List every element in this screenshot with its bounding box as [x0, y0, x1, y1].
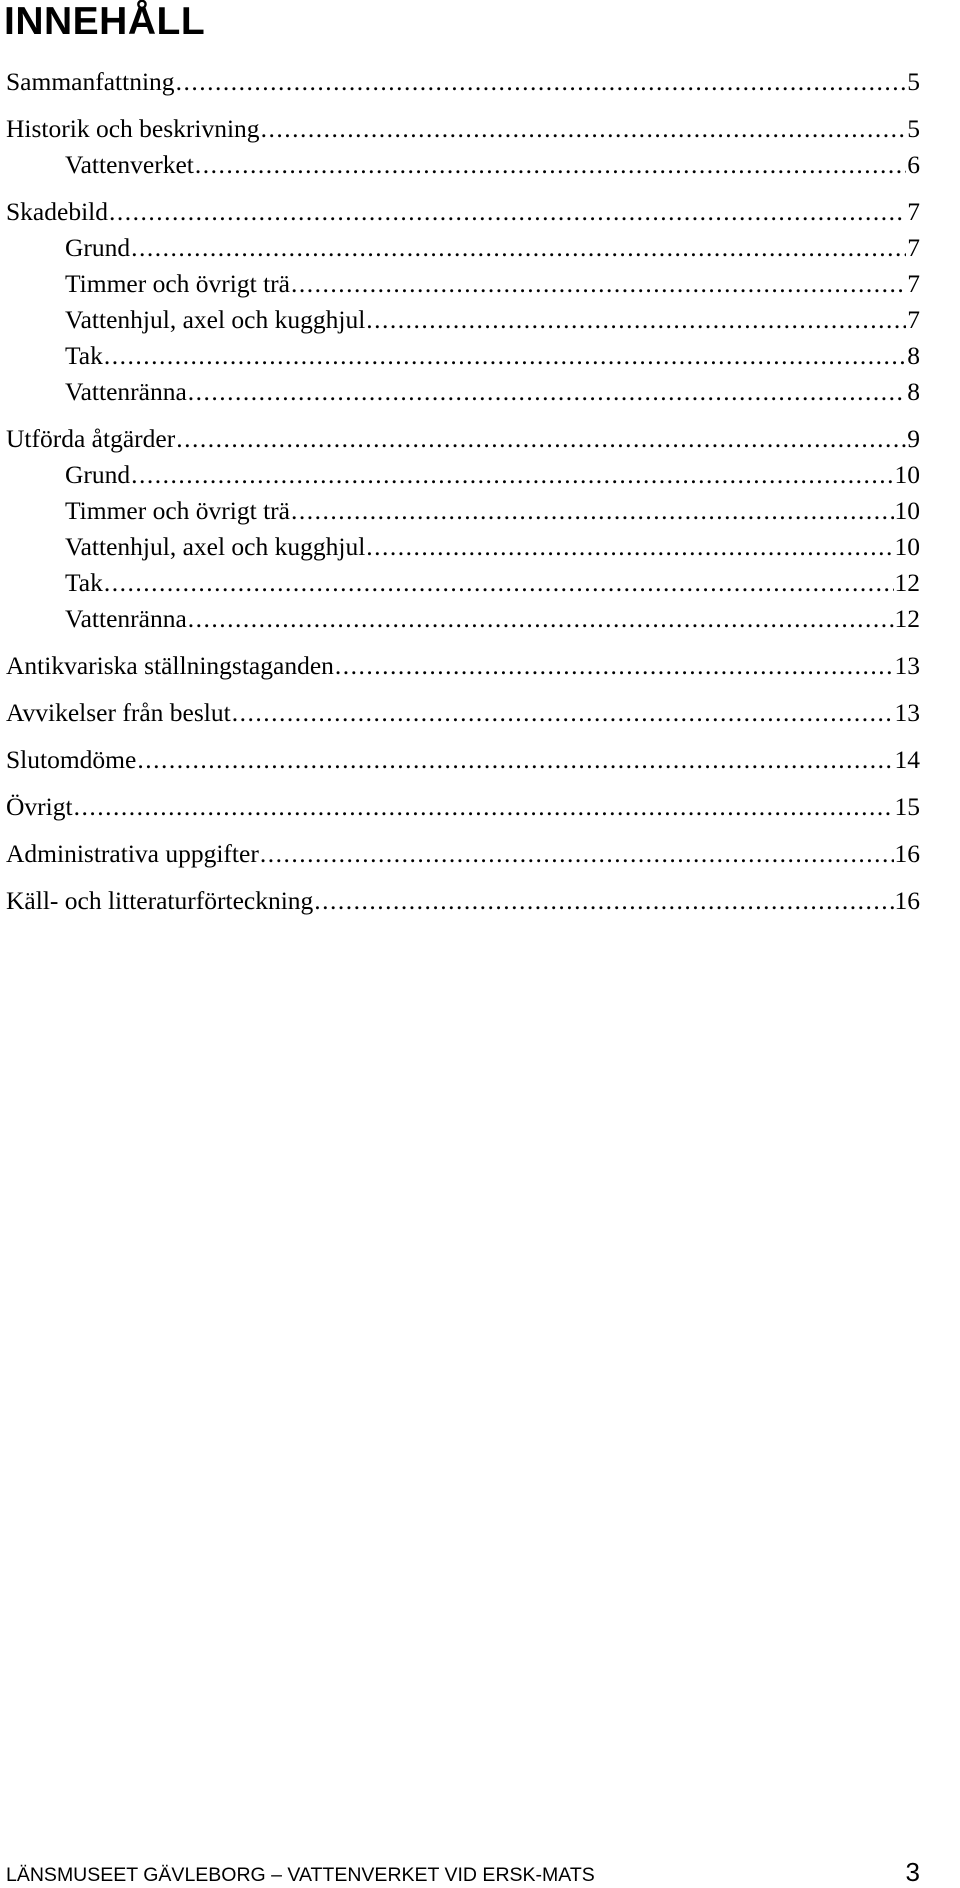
toc-subentry[interactable] — [6, 374, 920, 410]
dot-leader — [232, 695, 894, 731]
toc-entry-title: Slutomdöme — [6, 745, 137, 774]
toc-entry[interactable] — [6, 695, 920, 731]
toc-entry-page: 16 — [894, 839, 920, 868]
dot-leader — [261, 111, 907, 147]
toc-entry[interactable] — [6, 111, 920, 147]
toc-entry-page: 16 — [894, 886, 920, 915]
toc-entry-page: 10 — [894, 460, 920, 489]
toc-entry-page: 15 — [894, 792, 920, 821]
dot-leader — [137, 742, 893, 778]
toc-subentry[interactable] — [6, 529, 920, 565]
toc-entry[interactable] — [6, 421, 920, 457]
toc-entry-page: 7 — [907, 269, 920, 298]
dot-leader — [291, 266, 906, 302]
dot-leader — [176, 64, 907, 100]
toc-entry-title: Vattenränna — [65, 377, 187, 406]
toc-entry-title: Vattenverket — [65, 150, 194, 179]
toc-entry-title: Utförda åtgärder — [6, 424, 176, 453]
toc-entry-title: Timmer och övrigt trä — [65, 269, 290, 298]
toc-entry-title: Avvikelser från beslut — [6, 698, 231, 727]
dot-leader — [335, 648, 894, 684]
toc-entry-title: Tak — [65, 341, 103, 370]
dot-leader — [74, 789, 894, 825]
toc-entry-page: 13 — [894, 698, 920, 727]
dot-leader — [104, 565, 894, 601]
toc-subentry[interactable] — [6, 266, 920, 302]
page-number: 3 — [905, 1857, 920, 1887]
toc-subentry[interactable] — [6, 493, 920, 529]
toc-entry-title: Vattenhjul, axel och kugghjul — [65, 305, 366, 334]
dot-leader — [195, 147, 906, 183]
dot-leader — [366, 302, 906, 338]
toc-entry-title: Administrativa uppgifter — [6, 839, 259, 868]
dot-leader — [260, 836, 894, 872]
toc-subentry[interactable] — [6, 601, 920, 637]
toc-entry[interactable] — [6, 883, 920, 919]
toc-entry-page: 9 — [907, 424, 920, 453]
toc-entry-page: 7 — [907, 233, 920, 262]
dot-leader — [109, 194, 906, 230]
dot-leader — [291, 493, 894, 529]
toc-entry-page: 5 — [907, 114, 920, 143]
toc-entry-page: 12 — [894, 568, 920, 597]
toc-subentry[interactable] — [6, 302, 920, 338]
toc-entry-title: Vattenränna — [65, 604, 187, 633]
toc-entry-page: 8 — [907, 341, 920, 370]
toc-entry-page: 10 — [894, 496, 920, 525]
footer-text: LÄNSMUSEET GÄVLEBORG – VATTENVERKET VID ERSK-MATS — [6, 1864, 595, 1886]
toc-entry-title: Vattenhjul, axel och kugghjul — [65, 532, 366, 561]
dot-leader — [188, 374, 906, 410]
toc-entry-page: 7 — [907, 305, 920, 334]
toc-subentry[interactable] — [6, 338, 920, 374]
toc-entry-title: Skadebild — [6, 197, 108, 226]
page-footer — [6, 1858, 920, 1886]
dot-leader — [131, 230, 906, 266]
toc-entry-title: Historik och beskrivning — [6, 114, 260, 143]
dot-leader — [104, 338, 906, 374]
table-of-contents — [6, 64, 920, 919]
toc-entry[interactable] — [6, 742, 920, 778]
toc-entry-page: 6 — [907, 150, 920, 179]
toc-entry[interactable] — [6, 648, 920, 684]
toc-entry[interactable] — [6, 194, 920, 230]
toc-entry-title: Antikvariska ställningstaganden — [6, 651, 334, 680]
toc-entry-title: Käll- och litteraturförteckning — [6, 886, 314, 915]
toc-entry-title: Övrigt — [6, 792, 73, 821]
toc-entry-title: Grund — [65, 460, 131, 489]
toc-entry-page: 8 — [907, 377, 920, 406]
toc-subentry[interactable] — [6, 457, 920, 493]
toc-entry-page: 12 — [894, 604, 920, 633]
toc-subentry[interactable] — [6, 230, 920, 266]
toc-entry-page: 7 — [907, 197, 920, 226]
toc-subentry[interactable] — [6, 565, 920, 601]
dot-leader — [131, 457, 893, 493]
toc-entry[interactable] — [6, 836, 920, 872]
dot-leader — [366, 529, 893, 565]
toc-entry-page: 13 — [894, 651, 920, 680]
toc-entry-title: Grund — [65, 233, 131, 262]
toc-heading: INNEHÅLL — [4, 0, 206, 43]
toc-entry-title: Timmer och övrigt trä — [65, 496, 290, 525]
toc-entry-page: 14 — [894, 745, 920, 774]
toc-entry[interactable] — [6, 789, 920, 825]
toc-entry-page: 10 — [894, 532, 920, 561]
toc-entry-title: Tak — [65, 568, 103, 597]
toc-entry[interactable] — [6, 64, 920, 100]
dot-leader — [188, 601, 894, 637]
toc-entry-title: Sammanfattning — [6, 67, 175, 96]
dot-leader — [314, 883, 893, 919]
toc-subentry[interactable] — [6, 147, 920, 183]
toc-entry-page: 5 — [907, 67, 920, 96]
dot-leader — [176, 421, 906, 457]
